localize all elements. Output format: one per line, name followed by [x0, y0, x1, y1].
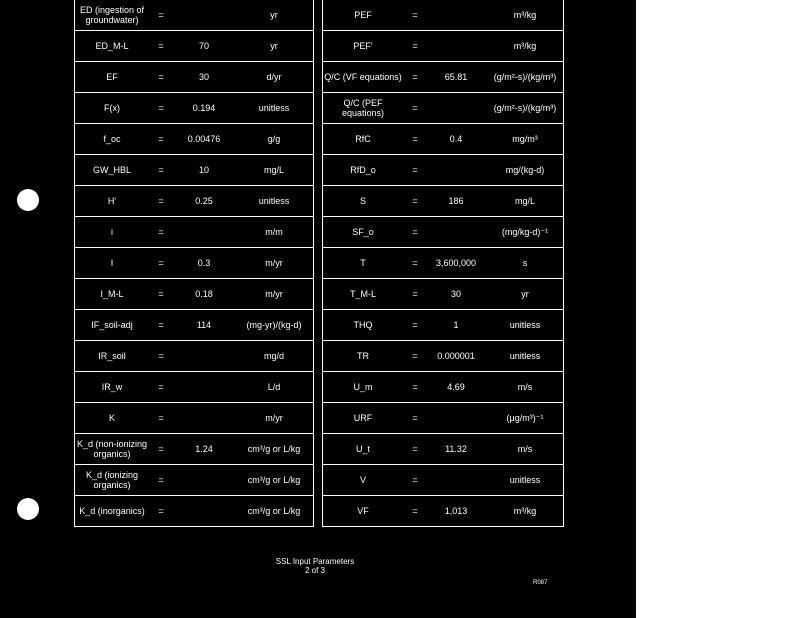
parameter-name: I [110, 258, 114, 268]
equals-sign: = [412, 72, 418, 82]
parameter-name: V [359, 475, 366, 485]
parameter-row [75, 186, 313, 217]
parameter-name: URF [353, 413, 373, 423]
parameter-row [323, 434, 563, 465]
parameter-row [323, 124, 563, 155]
equals-sign: = [158, 289, 164, 299]
parameter-name: ED (ingestion of groundwater) [79, 5, 145, 25]
parameter-value: 65.81 [444, 72, 468, 82]
parameter-name: U_t [355, 444, 370, 454]
parameter-name: RfD_o [350, 165, 376, 175]
parameter-name: H' [107, 196, 117, 206]
footer-title: SSL Input Parameters [275, 557, 355, 566]
equals-sign: = [158, 320, 164, 330]
parameter-value [175, 403, 233, 433]
parameter-row [75, 496, 313, 527]
parameter-row [323, 186, 563, 217]
equals-sign: = [412, 10, 418, 20]
parameter-name: T_M-L [349, 289, 376, 299]
parameter-row [323, 310, 563, 341]
equals-sign: = [158, 72, 164, 82]
parameter-row [323, 372, 563, 403]
parameter-value [427, 93, 485, 123]
parameter-unit: d/yr [266, 72, 282, 82]
parameter-unit: m/yr [265, 413, 283, 423]
parameter-value [427, 31, 485, 61]
parameter-unit: m³/kg [513, 506, 537, 516]
parameter-unit: (g/m²-s)/(kg/m³) [493, 103, 557, 113]
parameter-value [427, 0, 485, 30]
equals-sign: = [412, 444, 418, 454]
parameter-name: PEF' [353, 41, 373, 51]
parameter-value: 0.00476 [187, 134, 221, 144]
parameter-value [427, 465, 485, 495]
equals-sign: = [412, 196, 418, 206]
parameter-unit: g/g [267, 134, 281, 144]
parameter-value: 0.194 [192, 103, 216, 113]
parameter-row [323, 217, 563, 248]
parameter-name: ED_M-L [95, 41, 129, 51]
equals-sign: = [412, 258, 418, 268]
parameter-value [427, 155, 485, 185]
parameter-row [323, 279, 563, 310]
parameter-name: IF_soil-adj [91, 320, 133, 330]
equals-sign: = [412, 320, 418, 330]
parameter-value: 10 [198, 165, 209, 175]
parameter-value: 0.25 [195, 196, 213, 206]
equals-sign: = [412, 413, 418, 423]
equals-sign: = [158, 258, 164, 268]
parameter-value [175, 496, 233, 526]
equals-sign: = [158, 165, 164, 175]
equals-sign: = [158, 196, 164, 206]
parameter-unit: cm³/g or L/kg [247, 506, 301, 516]
equals-sign: = [412, 103, 418, 113]
binder-hole-top [17, 189, 39, 211]
equals-sign: = [158, 506, 164, 516]
parameter-name: EF [106, 72, 118, 82]
parameter-value: 0.000001 [437, 351, 475, 361]
parameter-unit: unitless [258, 103, 290, 113]
parameter-unit: m/yr [265, 258, 283, 268]
parameter-unit: m/yr [265, 289, 283, 299]
footer-page-number: 2 of 3 [304, 566, 325, 575]
parameter-unit: (g/m²-s)/(kg/m³) [493, 72, 557, 82]
parameter-row [323, 0, 563, 31]
parameter-unit: unitless [509, 320, 541, 330]
parameter-name: I_M-L [100, 289, 124, 299]
equals-sign: = [158, 10, 164, 20]
parameter-row [75, 434, 313, 465]
parameter-row [323, 62, 563, 93]
parameter-name: K [108, 413, 115, 423]
parameter-name: S [359, 196, 366, 206]
parameter-value: 30 [450, 289, 461, 299]
parameter-value: 1,013 [444, 506, 468, 516]
parameter-value [427, 403, 485, 433]
parameter-value [175, 341, 233, 371]
right-parameter-table [322, 0, 564, 527]
parameter-unit: yr [521, 289, 529, 299]
parameter-name: THQ [353, 320, 373, 330]
parameter-name: Q/C (VF equations) [324, 72, 402, 82]
parameter-value: 4.69 [447, 382, 465, 392]
parameter-unit: m/s [517, 444, 533, 454]
parameter-name: U_m [353, 382, 373, 392]
parameter-row [323, 465, 563, 496]
parameter-unit: m³/kg [513, 10, 537, 20]
parameter-row [323, 341, 563, 372]
parameter-row [75, 62, 313, 93]
equals-sign: = [158, 475, 164, 485]
parameter-unit: s [522, 258, 528, 268]
parameter-unit: m/m [265, 227, 283, 237]
parameter-row [75, 465, 313, 496]
parameter-value [427, 217, 485, 247]
equals-sign: = [158, 103, 164, 113]
equals-sign: = [412, 134, 418, 144]
parameter-row [75, 124, 313, 155]
parameter-value [175, 465, 233, 495]
parameter-unit: mg/(kg-d) [505, 165, 545, 175]
parameter-row [323, 93, 563, 124]
parameter-value [175, 372, 233, 402]
equals-sign: = [158, 351, 164, 361]
footer-stamp: R087 [533, 580, 548, 586]
parameter-unit: cm³/g or L/kg [247, 444, 301, 454]
equals-sign: = [412, 382, 418, 392]
equals-sign: = [412, 227, 418, 237]
parameter-unit: unitless [509, 351, 541, 361]
parameter-name: RfC [355, 134, 371, 144]
parameter-row [75, 217, 313, 248]
parameter-row [75, 155, 313, 186]
parameter-name: GW_HBL [92, 165, 131, 175]
parameter-name: i [111, 227, 113, 237]
parameter-value: 0.18 [195, 289, 213, 299]
parameter-name: SF_o [352, 227, 374, 237]
equals-sign: = [158, 41, 164, 51]
parameter-name: Q/C (PEF equations) [341, 98, 385, 118]
parameter-unit: (mg/kg-d)⁻¹ [501, 227, 549, 237]
parameter-value: 1 [453, 320, 459, 330]
equals-sign: = [412, 165, 418, 175]
parameter-value: 30 [198, 72, 209, 82]
parameter-name: f_oc [103, 134, 121, 144]
parameter-unit: (µg/m³)⁻¹ [506, 413, 544, 423]
parameter-row [75, 0, 313, 31]
parameter-value: 70 [198, 41, 209, 51]
parameter-value: 0.3 [197, 258, 211, 268]
parameter-row [75, 341, 313, 372]
parameter-name: TR [357, 351, 369, 361]
parameter-row [75, 403, 313, 434]
parameter-name: F(x) [104, 103, 120, 113]
parameter-name: IR_soil [98, 351, 126, 361]
parameter-unit: yr [270, 41, 278, 51]
parameter-value [175, 0, 233, 30]
equals-sign: = [412, 475, 418, 485]
equals-sign: = [412, 41, 418, 51]
parameter-unit: mg/d [263, 351, 284, 361]
parameter-unit: m/s [517, 382, 533, 392]
equals-sign: = [158, 134, 164, 144]
parameter-value: 3,600,000 [435, 258, 477, 268]
parameter-value: 0.4 [449, 134, 463, 144]
parameter-value: 186 [448, 196, 464, 206]
equals-sign: = [412, 351, 418, 361]
parameter-name: K_d (inorganics) [79, 506, 145, 516]
equals-sign: = [412, 506, 418, 516]
parameter-row [323, 403, 563, 434]
equals-sign: = [158, 382, 164, 392]
parameter-value [175, 217, 233, 247]
parameter-name: T [360, 258, 366, 268]
parameter-unit: cm³/g or L/kg [247, 475, 301, 485]
parameter-name: IR_w [101, 382, 123, 392]
parameter-row [75, 372, 313, 403]
parameter-unit: unitless [509, 475, 541, 485]
parameter-name: VF [357, 506, 369, 516]
parameter-value: 1.24 [195, 444, 213, 454]
parameter-row [75, 31, 313, 62]
parameter-row [75, 248, 313, 279]
parameter-row [75, 310, 313, 341]
parameter-value: 11.32 [445, 444, 467, 454]
parameter-row [323, 31, 563, 62]
parameter-row [75, 279, 313, 310]
binder-hole-bottom [17, 498, 39, 520]
parameter-unit: L/d [267, 382, 281, 392]
parameter-name: K_d (ionizing organics) [85, 470, 139, 490]
parameter-row [323, 248, 563, 279]
parameter-unit: unitless [258, 196, 290, 206]
parameter-unit: mg/m³ [512, 134, 538, 144]
parameter-unit: (mg-yr)/(kg-d) [246, 320, 302, 330]
equals-sign: = [158, 227, 164, 237]
parameter-row [323, 155, 563, 186]
parameter-name: K_d (non-ionizing organics) [76, 439, 148, 459]
parameter-value: 114 [196, 320, 212, 330]
equals-sign: = [412, 289, 418, 299]
parameter-row [75, 93, 313, 124]
parameter-unit: mg/L [514, 196, 535, 206]
parameter-row [323, 496, 563, 527]
parameter-unit: mg/L [263, 165, 284, 175]
parameter-unit: yr [270, 10, 278, 20]
equals-sign: = [158, 444, 164, 454]
left-parameter-table [74, 0, 314, 527]
equals-sign: = [158, 413, 164, 423]
parameter-unit: m³/kg [513, 41, 537, 51]
parameter-name: PEF [354, 10, 372, 20]
